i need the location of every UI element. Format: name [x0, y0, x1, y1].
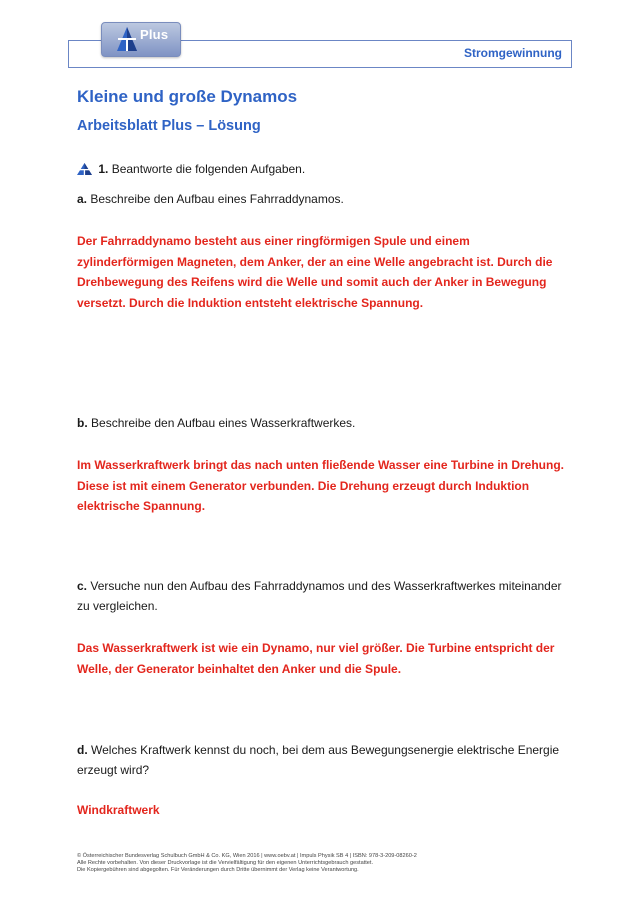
- footer-disclaimer: Die Kopiergebühren sind abgegolten. Für Veränderungen durch Dritte übernimmt der Verlag keine Verantwortung.: [77, 867, 359, 873]
- question-letter: c.: [77, 579, 88, 593]
- footer-copyright: © Österreichischer Bundesverlag Schulbuch GmbH & Co. KG, Wien 2016 | www.oebv.at | Impuls Physik SB 4 | ISBN: 978-3-209-08260-2: [77, 853, 417, 859]
- question-text: Versuche nun den Aufbau des Fahrraddynamos und des Wasserkraftwerkes miteinander zu vergleichen.: [77, 579, 562, 613]
- pyramid-icon: [77, 163, 92, 175]
- page-subtitle: Arbeitsblatt Plus – Lösung: [77, 118, 261, 134]
- page-title: Kleine und große Dynamos: [77, 87, 298, 106]
- question-text: Beschreibe den Aufbau eines Fahrraddynamos.: [90, 192, 344, 206]
- logo-text: Plus: [140, 27, 169, 42]
- question-a: [77, 189, 567, 209]
- question-letter: d.: [77, 743, 88, 757]
- question-text: Welches Kraftwerk kennst du noch, bei dem aus Bewegungsenergie elektrische Energie erzeugt wird?: [77, 743, 560, 777]
- section-label: Stromgewinnung: [464, 46, 562, 60]
- answer-d: Windkraftwerk: [77, 803, 160, 817]
- logo-badge: [101, 22, 181, 57]
- task-number: 1.: [98, 162, 109, 176]
- question-text: Beschreibe den Aufbau eines Wasserkraftwerkes.: [91, 416, 356, 430]
- question-letter: b.: [77, 416, 88, 430]
- answer-a: Der Fahrraddynamo besteht aus einer ringförmigen Spule und einem zylinderförmigen Magneten, dem Anker, der an eine Welle angebracht ist. Durch die Drehbewegung des Reifens wird die Welle und somit auch der Anker in Bewegung versetzt. Durch die Induktion entsteht elektrische Spannung.: [77, 234, 553, 310]
- question-letter: a.: [77, 192, 88, 206]
- task-heading: [77, 162, 305, 176]
- footer-rights: Alle Rechte vorbehalten. Von dieser Druckvorlage ist die Vervielfältigung für den eigenen Unterrichtsgebrauch gestattet.: [77, 860, 374, 866]
- task-instruction: Beantworte die folgenden Aufgaben.: [111, 162, 306, 176]
- pyramid-logo-icon: [116, 26, 138, 52]
- question-b: [77, 413, 567, 433]
- answer-c: Das Wasserkraftwerk ist wie ein Dynamo, nur viel größer. Die Turbine entspricht der Welle, der Generator beinhaltet den Anker und die Spule.: [77, 641, 555, 676]
- footer: [77, 853, 567, 874]
- question-d: [77, 740, 567, 780]
- answer-b: Im Wasserkraftwerk bringt das nach unten fließende Wasser eine Turbine in Drehung. Diese ist mit einem Generator verbunden. Die Drehung erzeugt durch Induktion elektrische Spannung.: [77, 458, 564, 513]
- question-c: [77, 576, 567, 616]
